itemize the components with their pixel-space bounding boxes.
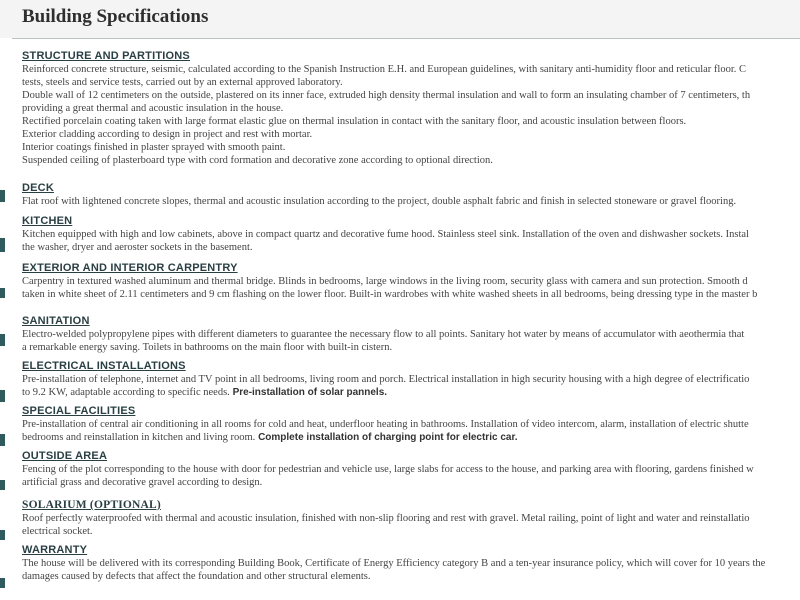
margin-mark [0, 434, 5, 446]
section-heading: SPECIAL FACILITIES [22, 405, 136, 417]
section-text: Exterior cladding according to design in project and rest with mortar. [22, 129, 313, 140]
section-heading: KITCHEN [22, 215, 73, 227]
highlighted-text: Complete installation of charging point for electric car. [255, 432, 518, 443]
section-heading: OUTSIDE AREA [22, 450, 108, 462]
section-text: Fencing of the plot corresponding to the house with door for pedestrian and vehicle use, large slabs for access to the house, and parking area with flooring, gardens finished w [22, 464, 754, 475]
section-text: to 9.2 KW, adaptable according to specific needs. [22, 387, 230, 398]
section-text: Interior coatings finished in plaster sprayed with smooth paint. [22, 142, 286, 153]
section-text: Rectified porcelain coating taken with large format elastic glue on thermal insulation in contact with the sanitary floor, and acoustic insulation between floors. [22, 116, 687, 127]
section-text: Electro-welded polypropylene pipes with different diameters to guarantee the necessary flow to all points. Sanitary hot water by means of accumulator with aeothermia that [22, 329, 745, 340]
section-text: Roof perfectly waterproofed with thermal and acoustic insulation, finished with non-slip flooring and rest with gravel. Metal railing, point of light and water and reinstallatio [22, 513, 750, 524]
section-heading: SANITATION [22, 315, 90, 327]
section-text: damages caused by defects that affect the foundation and other structural elements. [22, 571, 371, 582]
section-text: Suspended ceiling of plasterboard type with cord formation and decorative zone according to optional direction. [22, 155, 493, 166]
section-text: Carpentry in textured washed aluminum and thermal bridge. Blinds in bedrooms, large windows in the living room, security glass with camera and sun protection. Smooth d [22, 276, 748, 287]
margin-mark [0, 578, 5, 588]
left-margin [0, 38, 12, 600]
section-special-facilities [22, 405, 800, 444]
margin-mark [0, 390, 5, 402]
section-text: the washer, dryer and aeroster sockets in the basement. [22, 242, 253, 253]
margin-mark [0, 334, 5, 346]
highlighted-text: Pre-installation of solar pannels. [229, 387, 388, 398]
section-carpentry [22, 262, 800, 301]
section-heading: EXTERIOR AND INTERIOR CARPENTRY [22, 262, 238, 274]
section-kitchen [22, 215, 800, 254]
section-heading: ELECTRICAL INSTALLATIONS [22, 360, 186, 372]
section-text: artificial grass and decorative gravel according to design. [22, 477, 263, 488]
margin-mark [0, 480, 5, 490]
section-text: Flat roof with lightened concrete slopes, thermal and acoustic insulation according to the project, double asphalt fabric and finish in selected stoneware or gravel flooring. [22, 196, 737, 207]
section-text: providing a great thermal and acoustic insulation in the house. [22, 103, 284, 114]
margin-mark [0, 238, 5, 252]
header-bar [0, 0, 800, 39]
section-text: electrical socket. [22, 526, 93, 537]
section-electrical [22, 360, 800, 399]
section-text-with-highlight [22, 386, 800, 399]
section-text-with-highlight [22, 431, 800, 444]
margin-mark [0, 190, 5, 202]
margin-mark [0, 288, 5, 298]
section-text: Kitchen equipped with high and low cabinets, above in compact quartz and decorative fume hood. Stainless steel sink. Installation of the oven and dishwasher sockets. Instal [22, 229, 749, 240]
specifications-body [22, 50, 800, 583]
section-warranty [22, 544, 800, 583]
section-heading: SOLARIUM (OPTIONAL) [22, 499, 161, 511]
section-text: Reinforced concrete structure, seismic, calculated according to the Spanish Instruction E.H. and European guidelines, with sanitary anti-humidity floor and reticular floor. C [22, 64, 746, 75]
section-sanitation [22, 315, 800, 354]
section-heading: STRUCTURE AND PARTITIONS [22, 50, 190, 62]
section-heading: DECK [22, 182, 54, 194]
section-text: bedrooms and reinstallation in kitchen and living room. [22, 432, 256, 443]
section-text: tests, steels and service tests, carried out by an external approved laboratory. [22, 77, 343, 88]
section-text: Pre-installation of telephone, internet and TV point in all bedrooms, living room and porch. Electrical installation in high security housing with a high degree of electrificatio [22, 374, 750, 385]
section-outside-area [22, 450, 800, 489]
section-deck [22, 182, 800, 208]
page-title: Building Specifications [22, 6, 209, 27]
section-text: Double wall of 12 centimeters on the outside, plastered on its inner face, extruded high density thermal insulation and wall to form an insulating chamber of 7 centimeters, th [22, 90, 751, 101]
section-text: taken in white sheet of 2.11 centimeters and 9 cm flashing on the lower floor. Built-in wardrobes with white washed sheets in all bedrooms, being dressing type in the master b [22, 289, 758, 300]
section-heading: WARRANTY [22, 544, 88, 556]
margin-mark [0, 530, 5, 540]
section-structure [22, 50, 800, 167]
section-text: The house will be delivered with its corresponding Building Book, Certificate of Energy Efficiency category B and a ten-year insurance policy, which will cover for 10 years the [22, 558, 766, 569]
section-text: Pre-installation of central air conditioning in all rooms for cold and heat, underfloor heating in bathrooms. Installation of video intercom, alarm, installation of electric shutte [22, 419, 749, 430]
section-text: a remarkable energy saving. Toilets in bathrooms on the main floor with built-in cistern. [22, 342, 393, 353]
section-solarium [22, 499, 800, 538]
